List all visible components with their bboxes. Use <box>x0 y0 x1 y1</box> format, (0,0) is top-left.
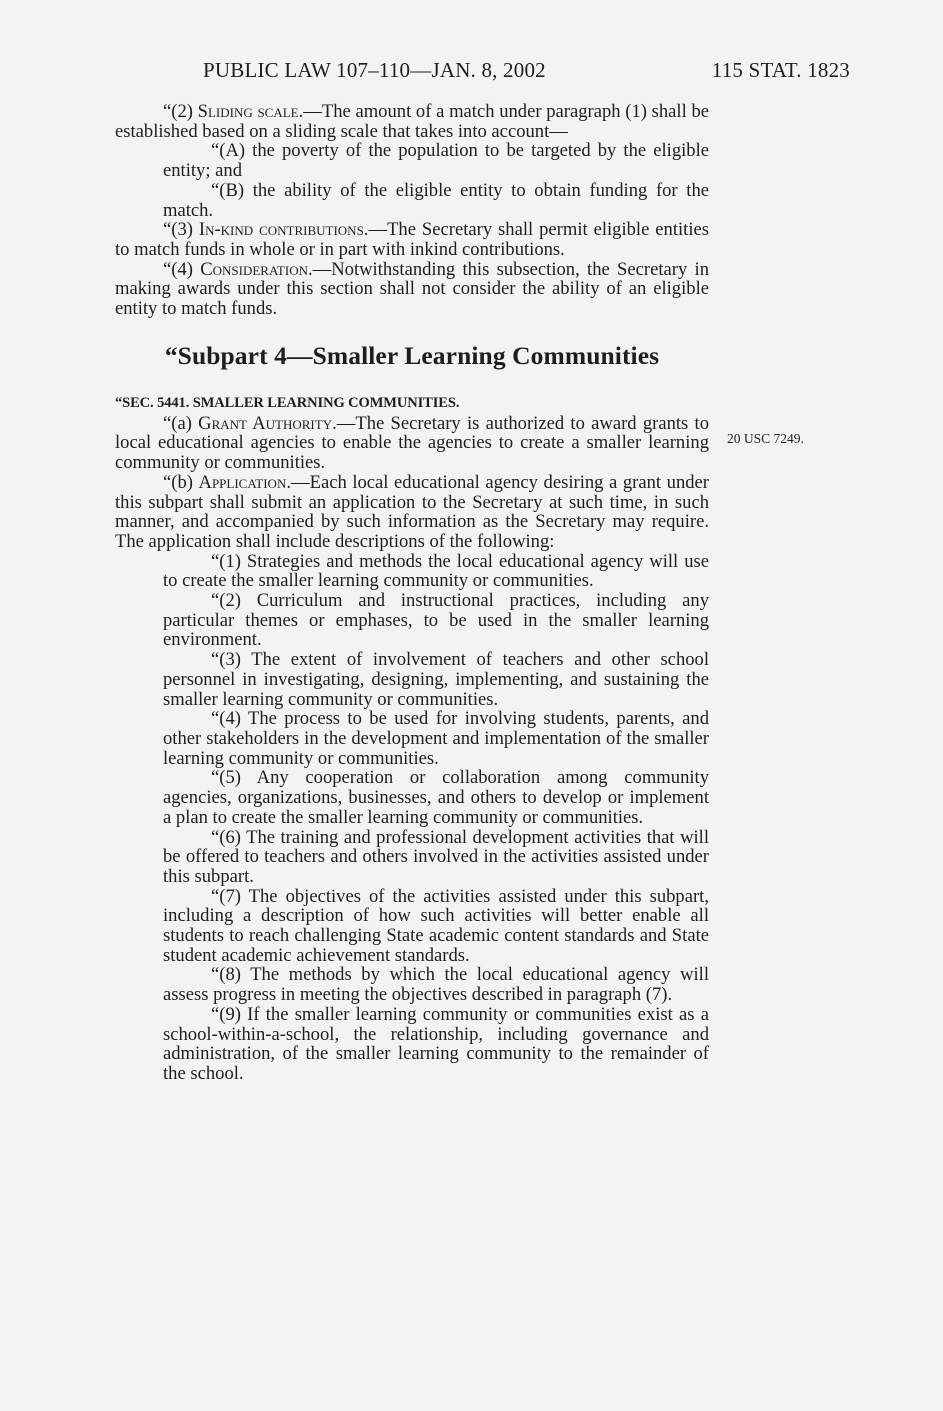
subsection-b-text: —Each local educational agency desiring a grant under this subpart shall submit an application to the Secretary at such time, in such manner, and accompanied by such information as the Secretary may require. The application shall include descriptions of the following: <box>115 471 709 552</box>
subsection-a-heading: Grant Authority. <box>198 412 337 434</box>
subsection-a-number: “(a) <box>163 412 199 434</box>
paragraph-2 <box>115 102 709 141</box>
paragraph-2-heading: Sliding scale. <box>197 101 304 122</box>
paragraph-3-number: “(3) <box>163 219 199 241</box>
paragraph-4-number: “(4) <box>163 258 201 280</box>
subsection-b-number: “(b) <box>163 471 199 493</box>
paragraph-3-text: —The Secretary shall permit eligible entities to match funds in whole or in part with inkind contributions. <box>115 219 709 260</box>
paragraph-4-text: —Notwithstanding this subsection, the Secretary in making awards under this section shall not consider the ability of an eligible entity to match funds. <box>115 258 709 320</box>
paragraph-2-text: —The amount of a match under paragraph (1) shall be established based on a sliding scale that takes into account— <box>115 101 709 142</box>
list-item-2: “(2) Curriculum and instructional practices, including any particular themes or emphases, to be used in the smaller learning environment. <box>163 590 709 651</box>
list-item-9: “(9) If the smaller learning community or communities exist as a school-within-a-school, the relationship, including governance and administration, of the smaller learning community to the remainder of the school. <box>163 1003 709 1084</box>
list-item-8: “(8) The methods by which the local educational agency will assess progress in meeting the objectives described in paragraph (7). <box>163 964 709 1006</box>
list-item-3: “(3) The extent of involvement of teachers and other school personnel in investigating, designing, implementing, and sustaining the smaller learning community or communities. <box>163 649 709 710</box>
subsection-a-text: —The Secretary is authorized to award grants to local educational agencies to enable the agencies to create a smaller learning community or communities. <box>115 412 709 474</box>
paragraph-4 <box>115 260 709 319</box>
paragraph-2-number: “(2) <box>163 101 198 122</box>
paragraph-4-heading: Consideration. <box>200 258 313 280</box>
body-text <box>115 102 709 1084</box>
subpart-title: “Subpart 4—Smaller Learning Communities <box>164 340 660 370</box>
paragraph-3-heading: In-kind contributions. <box>198 219 369 241</box>
list-item-1: “(1) Strategies and methods the local educational agency will use to create the smaller learning community or communities. <box>163 550 709 592</box>
subsection-b <box>115 473 709 552</box>
subsection-b-heading: Application. <box>198 471 291 493</box>
section-heading: “SEC. 5441. SMALLER LEARNING COMMUNITIES. <box>115 394 460 411</box>
header-citation: PUBLIC LAW 107–110—JAN. 8, 2002 <box>203 58 546 82</box>
list-item-5: “(5) Any cooperation or collaboration among community agencies, organizations, businesses, and others to develop or implement a plan to create the smaller learning community or communities. <box>163 767 709 828</box>
page-header <box>115 58 850 88</box>
margin-note-usc: 20 USC 7249. <box>727 431 804 446</box>
paragraph-2-a: “(A) the poverty of the population to be targeted by the eligible entity; and <box>163 140 709 182</box>
header-page-number: 115 STAT. 1823 <box>711 58 850 82</box>
paragraph-3 <box>115 220 709 259</box>
list-item-7: “(7) The objectives of the activities assisted under this subpart, including a description of how such activities will better enable all students to reach challenging State academic content standards and State student academic achievement standards. <box>163 885 709 966</box>
subsection-a <box>115 414 709 473</box>
list-item-4: “(4) The process to be used for involving students, parents, and other stakeholders in the development and implementation of the smaller learning community or communities. <box>163 708 709 769</box>
list-item-6: “(6) The training and professional development activities that will be offered to teachers and others involved in the activities assisted under this subpart. <box>163 826 709 887</box>
paragraph-2-b: “(B) the ability of the eligible entity to obtain funding for the match. <box>163 179 709 221</box>
